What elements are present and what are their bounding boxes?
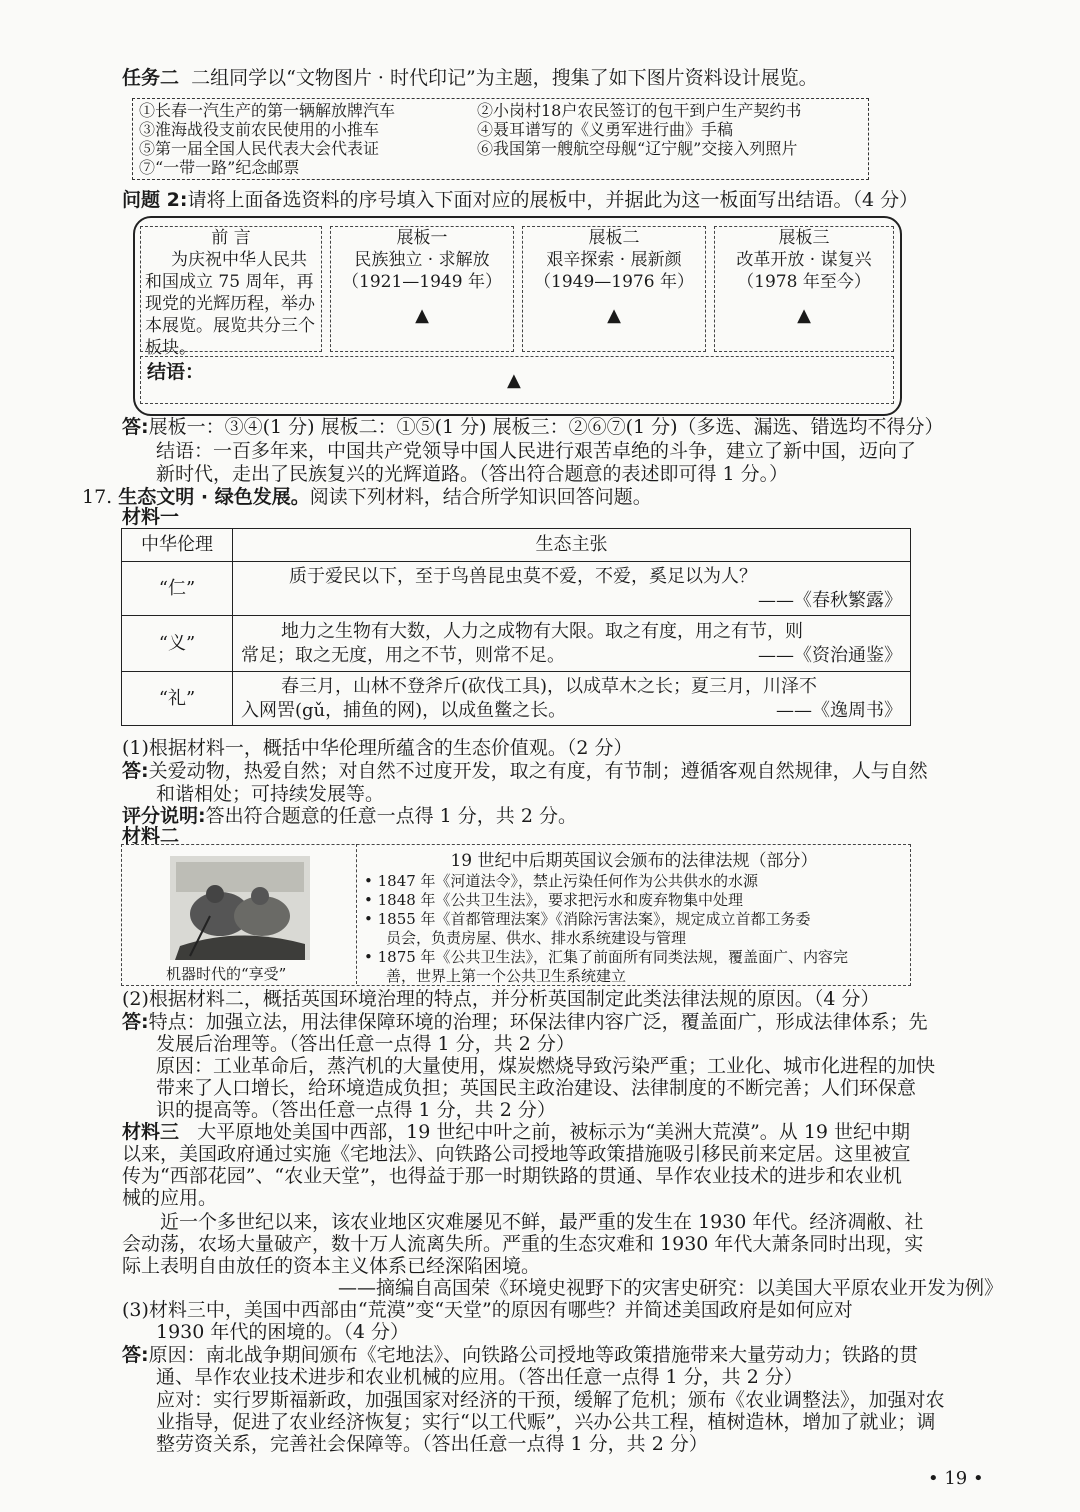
law-item: 善，世界上第一个公共卫生系统建立 [386,967,627,985]
sub-question-1: (1)根据材料一，概括中华伦理所蕴含的生态价值观。（2 分） [122,737,633,759]
board-1-period: （1921—1949 年） [342,272,502,292]
table-header: 生态主张 [233,529,911,562]
law-item: • 1875 年《公共卫生法》，汇集了前面所有同类法规，覆盖面广、内容完 [364,948,849,966]
board-2-title: 展板二 [588,228,640,248]
table-header: 中华伦理 [122,529,233,562]
answer-1-text: 展板一：③④(1 分) 展板二：①⑤(1 分) 展板三：②⑥⑦(1 分)（多选、漏选、错选均不得分） [148,416,944,438]
answer-3-line: 带来了人口增长，给环境造成负担；英国民主政治建设、法律制度的不断完善；人们环保意 [156,1077,917,1099]
answer-1-line: 新时代，走出了民族复兴的光辉道路。（答出符合题意的表述即可得 1 分。） [156,463,789,485]
table-row [122,616,911,672]
table-row [122,562,911,616]
sub-question-3: 1930 年代的困境的。（4 分） [156,1321,410,1343]
conclusion-label: 结语： [147,361,205,383]
answer-1-line [122,415,944,439]
answer-1-line: 结语：一百多年来，中国共产党领导中国人民进行艰苦卓绝的斗争，建立了新中国，迈向了 [156,440,917,462]
ethics-table [121,528,911,726]
preface-line: 现党的光辉历程，举办 [145,294,315,314]
machine-age-illustration [170,856,310,960]
conclusion-panel [140,356,894,404]
material-3-line [122,1120,910,1144]
triangle-icon: ▲ [607,305,621,326]
ethics-text: 地力之生物有大数，人力之成物有大限。取之有度，用之有节，则 [281,620,803,642]
answer-3-line [122,1010,928,1034]
answer-3-text: 特点：加强立法，用法律保障环境的治理；环保法律内容广泛，覆盖面广，形成法律体系；先 [148,1011,928,1033]
item-5: ⑤第一届全国人民代表大会代表证 [139,139,380,158]
question-2-label: 问题 2: [122,189,188,211]
board-3-period: （1978 年至今） [737,272,871,292]
answer-2-line [122,759,928,783]
answer-4-text: 原因：南北战争期间颁布《宅地法》、向铁路公司授地等政策措施带来大量劳动力；铁路的贯 [148,1344,919,1366]
question-2-text: 请将上面备选资料的序号填入下面对应的展板中，并据此为这一板面写出结语。（4 分） [187,189,919,211]
task2-heading [122,66,818,90]
question-17-title: 生态文明 · 绿色发展。 [118,486,310,508]
ethics-content [233,672,911,726]
preface-title: 前 言 [211,228,251,248]
task2-label: 任务二 [122,67,180,89]
ethics-content [233,562,911,616]
board-1 [330,226,514,352]
answer-2-text: 关爱动物，热爱自然；对自然不过度开发，取之有度，有节制；遵循客观自然规律，人与自然 [148,760,928,782]
sub-question-2: (2)根据材料二，概括英国环境治理的特点，并分析英国制定此类法律法规的原因。（4 分） [122,988,880,1010]
answer-4-line: 业指导，促进了农业经济恢复；实行“以工代赈”，兴办公共工程，植树造林，增加了就业；调 [156,1411,936,1433]
item-6: ⑥我国第一艘航空母舰“辽宁舰”交接入列照片 [477,139,798,158]
material-3-line: 械的应用。 [122,1187,218,1209]
material-3-text: 大平原地处美国中西部，19 世纪中叶之前，被标示为“美洲大荒漠”。从 19 世纪中期 [197,1121,911,1143]
answer-label: 答: [122,1344,149,1366]
preface-line: 板块。 [145,338,196,358]
ethics-source: ——《春秋繁露》 [758,589,902,611]
board-2-period: （1949—1976 年） [534,272,694,292]
sub-question-3: (3)材料三中，美国中西部由“荒漠”变“天堂”的原因有哪些？并简述美国政府是如何应对 [122,1299,853,1321]
material-3-label: 材料三 [122,1121,180,1143]
answer-3-line: 原因：工业革命后，蒸汽机的大量使用，煤炭燃烧导致污染严重；工业化、城市化进程的加快 [156,1055,936,1077]
board-1-title: 展板一 [396,228,448,248]
ethics-key: “义” [122,616,233,672]
table-header-row [122,529,911,562]
material-3-source: ——摘编自高国荣《环境史视野下的灾害史研究：以美国大平原农业开发为例》 [338,1277,1004,1299]
material-3-line: 以来，美国政府通过实施《宅地法》、向铁路公司授地等政策措施吸引移民前来定居。这里被宣 [122,1143,911,1165]
answer-4-line: 应对：实行罗斯福新政，加强国家对经济的干预，缓解了危机；颁布《农业调整法》，加强对农 [156,1389,945,1411]
answer-4-line [122,1343,918,1367]
board-1-subtitle: 民族独立 · 求解放 [354,250,490,270]
law-list-title: 19 世纪中后期英国议会颁布的法律法规（部分） [450,851,818,871]
preface-line: 和国成立 75 周年，再 [145,272,314,292]
question-2 [122,188,918,212]
triangle-icon: ▲ [797,305,811,326]
material-1-label: 材料一 [122,506,180,528]
board-3-subtitle: 改革开放 · 谋复兴 [736,250,872,270]
material-3-line: 传为“西部花园”、“农业天堂”，也得益于那一时期铁路的贯通、旱作农业技术的进步和农业机 [122,1165,902,1187]
answer-4-line: 通、旱作农业技术进步和农业机械的应用。（答出任意一点得 1 分，共 2 分） [156,1366,803,1388]
table-row [122,672,911,726]
ethics-text: 质于爱民以下，至于鸟兽昆虫莫不爱，不爱，奚足以为人？ [289,565,757,587]
ethics-source: ——《资治通鉴》 [758,644,902,666]
preface-panel [140,226,322,358]
law-item: • 1848 年《公共卫生法》，要求把污水和废弃物集中处理 [364,891,744,909]
ethics-source: ——《逸周书》 [776,699,902,721]
material-3-line: 近一个多世纪以来，该农业地区灾难屡见不鲜，最严重的发生在 1930 年代。经济凋敝、社 [160,1211,924,1233]
law-list [364,850,904,986]
answer-2-line: 和谐相处；可持续发展等。 [156,783,385,805]
page-number: • 19 • [928,1468,984,1489]
answer-4-line: 整劳资关系，完善社会保障等。（答出任意一点得 1 分，共 2 分） [156,1433,708,1455]
ethics-text: 入网罟(gǔ，捕鱼的网)，以成鱼鳖之长。 [241,699,567,721]
answer-label: 答: [122,760,149,782]
question-17-number: 17. [82,486,113,508]
question-17-text: 阅读下列材料，结合所学知识回答问题。 [309,486,652,508]
ethics-text: 常足；取之无度，用之不节，则常不足。 [241,644,565,666]
ethics-text: 春三月，山林不登斧斤(砍伐工具)，以成草木之长；夏三月，川泽不 [281,675,818,697]
preface-line: 为庆祝中华人民共 [171,250,307,270]
score-note-label: 评分说明: [122,805,206,827]
ethics-key: “礼” [122,672,233,726]
photo-caption: 机器时代的“享受” [166,965,287,983]
board-3 [714,226,894,352]
answer-label: 答: [122,1011,149,1033]
material-2-divider [356,844,357,984]
law-item: • 1847 年《河道法令》，禁止污染任何作为公共供水的水源 [364,872,759,890]
score-note-text: 答出符合题意的任意一点得 1 分，共 2 分。 [205,805,577,827]
answer-label: 答: [122,416,149,438]
candidate-items-box [132,98,869,180]
answer-3-line: 识的提高等。（答出任意一点得 1 分，共 2 分） [156,1099,556,1121]
item-3: ③淮海战役支前农民使用的小推车 [139,120,380,139]
task2-text: 二组同学以“文物图片 · 时代印记”为主题，搜集了如下图片资料设计展览。 [191,67,818,89]
law-item: 员会，负责房屋、供水、排水系统建设与管理 [386,929,687,947]
item-1: ①长春一汽生产的第一辆解放牌汽车 [139,101,396,120]
item-4: ④聂耳谱写的《义勇军进行曲》手稿 [477,120,734,139]
ethics-content [233,616,911,672]
preface-line: 本展览。展览共分三个 [145,316,315,336]
board-3-title: 展板三 [778,228,830,248]
ethics-key: “仁” [122,562,233,616]
score-note [122,804,577,828]
law-item: • 1855 年《首都管理法案》《消除污害法案》，规定成立首都工务委 [364,910,811,928]
board-2-subtitle: 艰辛探索 · 展新颜 [546,250,682,270]
item-2: ②小岗村18户农民签订的包干到户生产契约书 [477,101,802,120]
item-7: ⑦“一带一路”纪念邮票 [139,158,300,177]
answer-3-line: 发展后治理等。（答出任意一点得 1 分，共 2 分） [156,1033,575,1055]
material-2-label: 材料二 [122,825,180,847]
material-3-line: 会动荡，农场大量破产，数十万人流离失所。严重的生态灾难和 1930 年代大萧条同时出现，实 [122,1233,924,1255]
triangle-icon: ▲ [415,305,429,326]
triangle-icon: ▲ [507,370,521,391]
board-2 [522,226,706,352]
material-3-line: 际上表明自由放任的资本主义体系已经深陷困境。 [122,1255,541,1277]
